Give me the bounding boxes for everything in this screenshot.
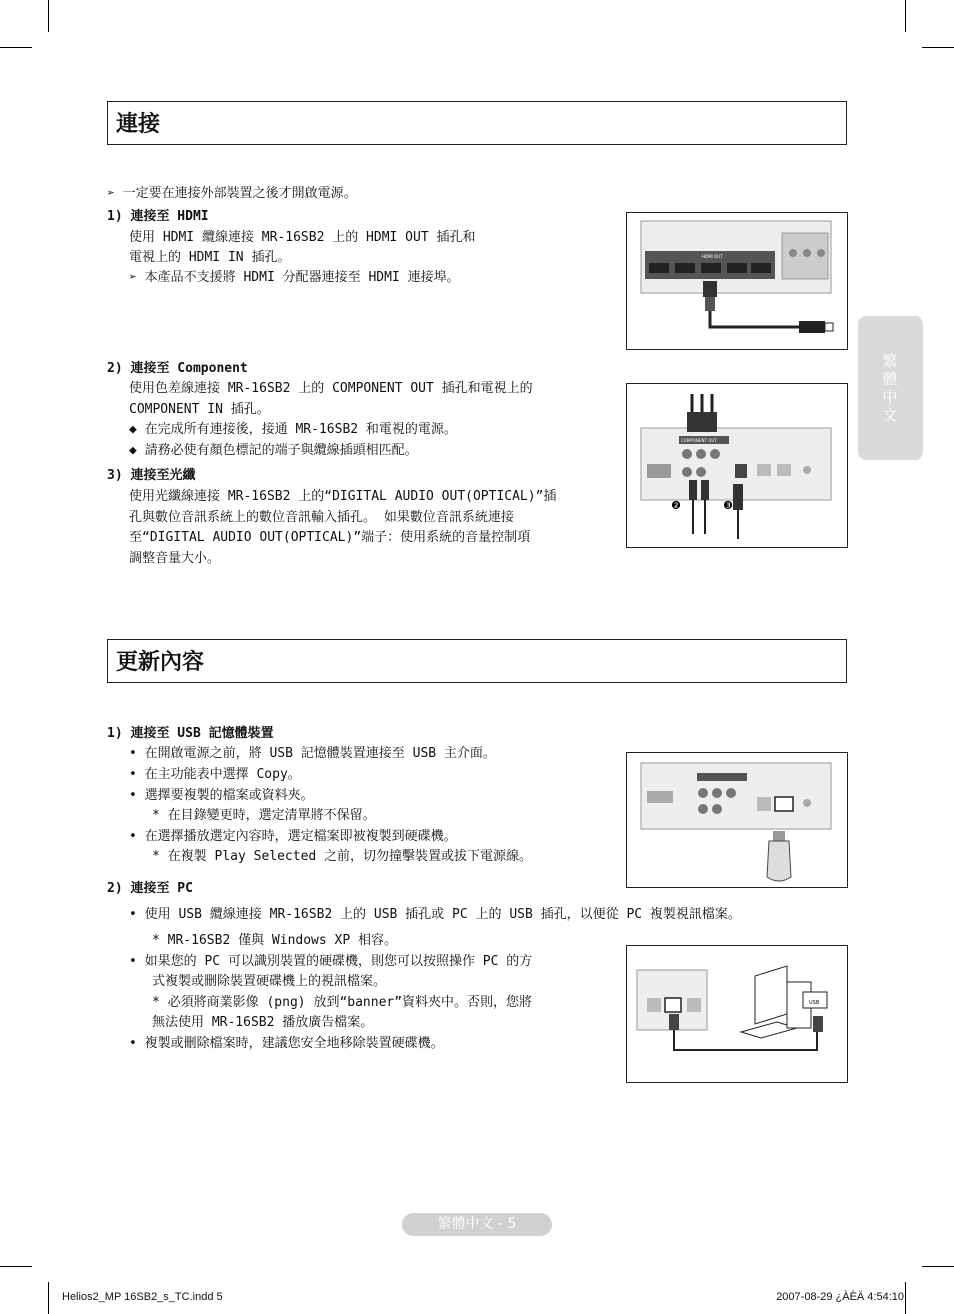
crop-mark — [922, 47, 954, 48]
hdmi-connection-figure — [626, 212, 848, 350]
body-text: * 在複製 Play Selected 之前，切勿撞擊裝置或拔下電源線。 — [152, 849, 533, 864]
body-text: • 使用 USB 纜線連接 MR-16SB2 上的 USB 插孔或 PC 上的 USB 插孔，以便從 PC 複製視訊檔案。 — [129, 907, 741, 922]
body-text: • 複製或刪除檔案時，建議您安全地移除裝置硬碟機。 — [129, 1036, 444, 1051]
section-header-connect — [107, 101, 847, 145]
body-text: ◆ 在完成所有連接後，接通 MR-16SB2 和電視的電源。 — [129, 422, 457, 437]
crop-mark — [922, 1266, 954, 1267]
body-text: 電視上的 HDMI IN 插孔。 — [129, 250, 291, 265]
body-text: • 如果您的 PC 可以識別裝置的硬碟機，則您可以按照操作 PC 的方 — [129, 954, 533, 969]
body-text: • 在開啟電源之前，將 USB 記憶體裝置連接至 USB 主介面。 — [129, 746, 496, 761]
hdmi-diagram — [627, 213, 846, 348]
page-number: 繁體中文 - 5 — [402, 1213, 552, 1236]
crop-mark — [905, 0, 906, 32]
component-out-label: COMPONENT OUT — [681, 438, 717, 443]
pc-diagram — [627, 946, 846, 1081]
body-text: • 在主功能表中選擇 Copy。 — [129, 767, 301, 782]
body-text: 使用光纖線連接 MR-16SB2 上的“DIGITAL AUDIO OUT(OPTICAL)”插 — [129, 489, 557, 504]
note-text: ➢ 一定要在連接外部裝置之後才開啟電源。 — [107, 186, 357, 201]
component-optical-figure — [626, 383, 848, 548]
crop-mark — [48, 1282, 49, 1314]
subheading-component: 2) 連接至 Component — [107, 361, 248, 376]
section-title: 更新內容 — [116, 650, 205, 675]
subheading-hdmi: 1) 連接至 HDMI — [107, 209, 209, 224]
body-text: • 在選擇播放選定內容時，選定檔案即被複製到硬碟機。 — [129, 829, 457, 844]
body-text: 至“DIGITAL AUDIO OUT(OPTICAL)”端子：使用系統的音量控制項 — [129, 530, 531, 545]
body-text: COMPONENT IN 插孔。 — [129, 402, 270, 417]
subheading-usb: 1) 連接至 USB 記憶體裝置 — [107, 726, 274, 741]
body-text: 使用色差線連接 MR-16SB2 上的 COMPONENT OUT 插孔和電視上的 — [129, 381, 533, 396]
body-text: 式複製或刪除裝置硬碟機上的視訊檔案。 — [152, 974, 387, 989]
subheading-pc: 2) 連接至 PC — [107, 881, 193, 896]
body-text: * 必須將商業影像 (png) 放到“banner”資料夾中。否則，您將 — [152, 995, 533, 1010]
marker-3: ❸ — [723, 499, 733, 512]
hdmi-out-label: HDMI OUT — [702, 254, 723, 259]
crop-mark — [905, 1282, 906, 1314]
usb-memory-diagram — [627, 753, 846, 886]
body-text: 孔與數位音訊系統上的數位音訊輸入插孔。 如果數位音訊系統連接 — [129, 510, 514, 525]
body-text: • 選擇要複製的檔案或資料夾。 — [129, 788, 314, 803]
body-text: 使用 HDMI 纜線連接 MR-16SB2 上的 HDMI OUT 插孔和 — [129, 230, 476, 245]
section-header-update — [107, 639, 847, 683]
crop-mark — [0, 1266, 32, 1267]
side-tab-label: 繁體中文 — [882, 352, 898, 424]
component-diagram — [627, 384, 846, 546]
body-text: * 在目錄變更時，選定清單將不保留。 — [152, 808, 376, 823]
body-text: ◆ 請務必使有顏色標記的端子與纜線插頭相匹配。 — [129, 443, 418, 458]
marker-2: ❷ — [671, 499, 681, 512]
body-text: 無法使用 MR-16SB2 播放廣告檔案。 — [152, 1015, 374, 1030]
section-title: 連接 — [116, 112, 161, 137]
language-side-tab — [858, 316, 923, 460]
subheading-optical: 3) 連接至光纖 — [107, 468, 196, 483]
crop-mark — [0, 47, 32, 48]
pc-connection-figure — [626, 945, 848, 1083]
usb-label: USB — [809, 1000, 820, 1006]
crop-mark — [48, 0, 49, 32]
body-text: ➢ 本產品不支援將 HDMI 分配器連接至 HDMI 連接埠。 — [129, 270, 460, 285]
body-text: 調整音量大小。 — [129, 551, 221, 566]
footer-file-info: Helios2_MP 16SB2_s_TC.indd 5 — [62, 1291, 223, 1303]
footer-timestamp: 2007-08-29 ¿ÀÈÄ 4:54:10 — [776, 1291, 904, 1303]
body-text: * MR-16SB2 僅與 Windows XP 相容。 — [152, 933, 398, 948]
usb-memory-figure — [626, 752, 848, 888]
